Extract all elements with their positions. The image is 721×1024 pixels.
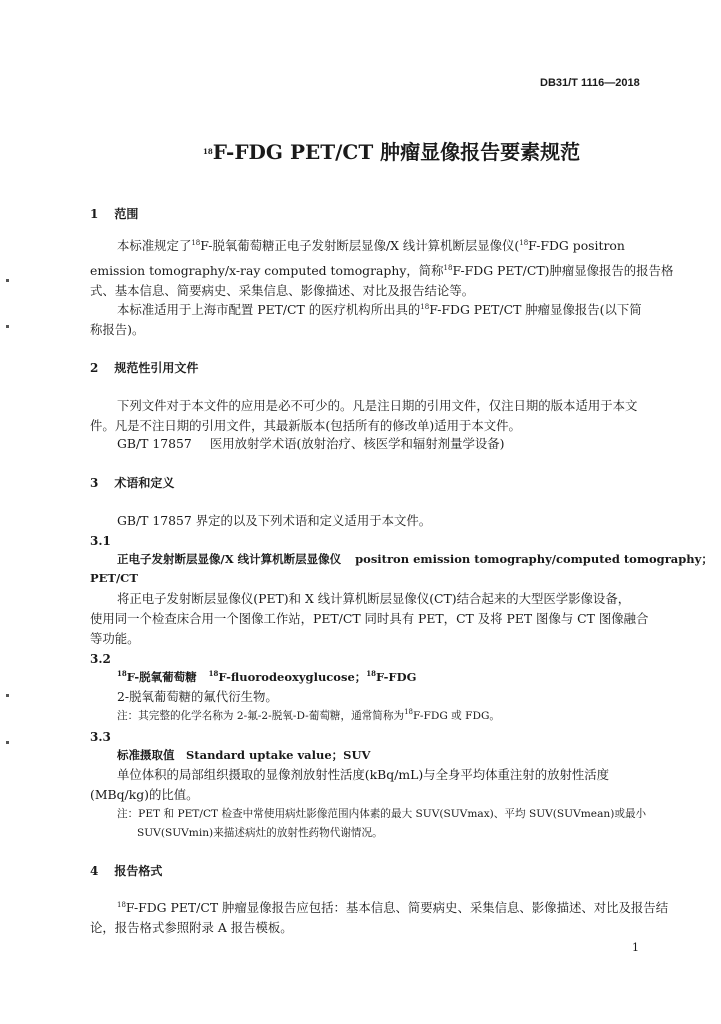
- term-3-3-def-line2: (MBq/kg)的比值。: [90, 787, 199, 802]
- title-superscript: 18: [203, 147, 213, 156]
- term-3-2-heading: $^{18}$F-脱氧葡萄糖 $^{18}$F-fluorodeoxyglucose；$^{18}$F-FDG: [117, 669, 417, 684]
- s2-p1-line2: 件。凡是不注日期的引用文件，其最新版本(包括所有的修改单)适用于本文件。: [90, 418, 521, 433]
- term-3-3-number: 3.3: [90, 730, 111, 744]
- s1-p1-line2: emission tomography/x-ray computed tomography，简称$^{18}$F-FDG PET/CT)肿瘤显像报告的报告格: [90, 263, 674, 278]
- document-title: [203, 142, 580, 162]
- term-3-2-definition: 2-脱氧葡萄糖的氟代衍生物。: [117, 689, 278, 704]
- term-3-1-number: 3.1: [90, 534, 111, 548]
- section-title: 术语和定义: [114, 476, 175, 490]
- standard-number: DB31/T 1116—2018: [540, 77, 640, 89]
- s1-p1-line3: 式、基本信息、简要病史、采集信息、影像描述、对比及报告结论等。: [90, 283, 475, 298]
- section-number: 3: [90, 476, 99, 490]
- term-3-1-def-line3: 等功能。: [90, 631, 140, 646]
- section-title: 范围: [114, 207, 139, 221]
- term-3-1-abbr: PET/CT: [90, 571, 138, 585]
- reference-code: GB/T 17857: [117, 436, 192, 451]
- section-1-heading: [90, 208, 138, 220]
- section-2-heading: [90, 362, 198, 374]
- reference-title: 医用放射学术语(放射治疗、核医学和辐射剂量学设备): [209, 436, 505, 451]
- term-3-3-note-line2: SUV(SUVmin)来描述病灶的放射性药物代谢情况。: [137, 827, 383, 839]
- term-3-2-number: 3.2: [90, 652, 111, 666]
- normative-reference: [117, 438, 504, 450]
- term-3-3-note-line1: 注：PET 和 PET/CT 检查中常使用病灶影像范围内体素的最大 SUV(SUVmax)、平均 SUV(SUVmean)或最小: [117, 808, 647, 820]
- term-3-3-def-line1: 单位体积的局部组织摄取的显像剂放射性活度(kBq/mL)与全身平均体重注射的放射性活度: [117, 767, 610, 782]
- s1-p2-line2: 称报告)。: [90, 322, 145, 337]
- margin-mark: [6, 694, 9, 697]
- section-4-heading: [90, 865, 162, 877]
- term-3-1-def-line2: 使用同一个检查床合用一个图像工作站，PET/CT 同时具有 PET，CT 及将 PET 图像与 CT 图像融合: [90, 611, 649, 626]
- page-number: 1: [632, 941, 639, 954]
- section-3-heading: [90, 477, 174, 489]
- section-title: 报告格式: [114, 864, 163, 878]
- term-3-3-heading: 标准摄取值 Standard uptake value；SUV: [117, 748, 371, 762]
- s4-line1: $^{18}$F-FDG PET/CT 肿瘤显像报告应包括：基本信息、简要病史、采集信息、影像描述、对比及报告结: [117, 900, 669, 915]
- s2-p1-line1: 下列文件对于本文件的应用是必不可少的。凡是注日期的引用文件，仅注日期的版本适用于本文: [117, 398, 638, 413]
- title-text: F-FDG PET/CT 肿瘤显像报告要素规范: [212, 140, 581, 164]
- term-3-2-note: 注：其完整的化学名称为 2-氟-2-脱氧-D-葡萄糖，通常简称为$^{18}$F-FDG 或 FDG。: [117, 708, 501, 722]
- margin-mark: [6, 741, 9, 744]
- s1-p2-line1: 本标准适用于上海市配置 PET/CT 的医疗机构所出具的$^{18}$F-FDG PET/CT 肿瘤显像报告(以下简: [117, 302, 642, 317]
- term-3-1-heading: 正电子发射断层显像/X 线计算机断层显像仪 positron emission tomography/computed tomography；: [117, 552, 713, 566]
- section-number: 1: [90, 207, 99, 221]
- margin-mark: [6, 325, 9, 328]
- section-number: 4: [90, 864, 99, 878]
- section-number: 2: [90, 361, 99, 375]
- s3-intro: GB/T 17857 界定的以及下列术语和定义适用于本文件。: [117, 513, 432, 528]
- section-title: 规范性引用文件: [114, 361, 199, 375]
- term-3-1-def-line1: 将正电子发射断层显像仪(PET)和 X 线计算机断层显像仪(CT)结合起来的大型医学影像设备，: [117, 591, 631, 606]
- s4-line2: 论，报告格式参照附录 A 报告模板。: [90, 920, 293, 935]
- margin-mark: [6, 279, 9, 282]
- s1-p1-line1: 本标准规定了$^{18}$F-脱氧葡萄糖正电子发射断层显像/X 线计算机断层显像仪($^{18}$F-FDG positron: [117, 238, 625, 253]
